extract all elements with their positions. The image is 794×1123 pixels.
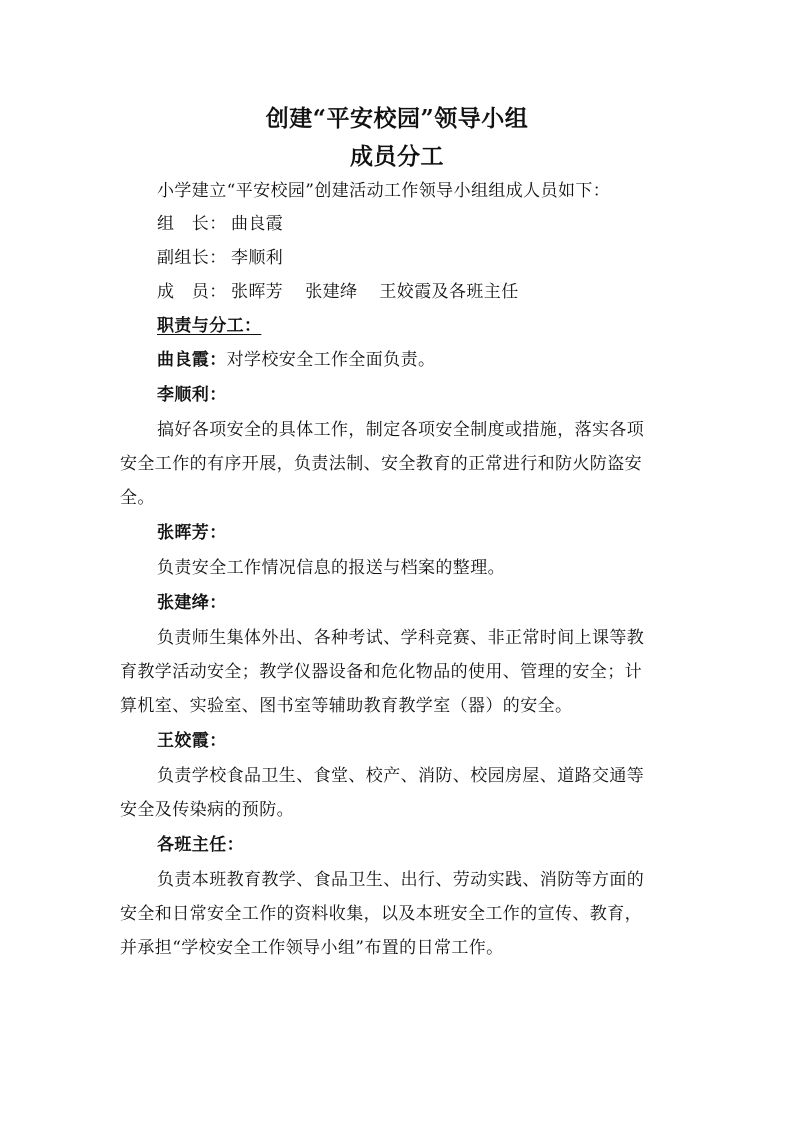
duty-person: 各班主任： [157,835,244,855]
duty-item [157,349,435,371]
intro-text: 小学建立“平安校园”创建活动工作领导小组组成人员如下： [157,181,611,201]
member-name: 王姣霞及各班主任 [379,282,519,302]
duty-person: 王姣霞： [157,731,227,751]
duty-text-line: 搞好各项安全的具体工作，制定各项安全制度或措施，落实各项 [157,420,645,440]
duty-text: 对学校安全工作全面负责。 [226,350,436,370]
duty-text-line: 并承担“学校安全工作领导小组”布置的日常工作。 [120,938,504,958]
document-subtitle: 成员分工 [350,143,444,170]
duty-person: 张晖芳： [157,523,227,543]
duty-text-line: 育教学活动安全；教学仪器设备和危化物品的使用、管理的安全；计 [120,662,642,682]
member-name: 张晖芳 [231,282,284,302]
member-label: 成 员： [157,282,227,302]
duty-text-line: 安全及传染病的预防。 [120,800,294,820]
document-title: 创建“平安校园”领导小组 [265,105,529,132]
member-name: 张建绛 [305,282,358,302]
duties-heading: 职责与分工： [157,316,262,336]
deputy-row [157,247,283,269]
duty-text-line: 算机室、实验室、图书室等辅助教育教学室（器）的安全。 [120,696,573,716]
leader-label: 组 长： [157,214,227,234]
duty-person: 曲良霞： [157,350,227,370]
duty-text-line: 负责安全工作情况信息的报送与档案的整理。 [157,558,505,578]
leader-row [157,213,283,235]
duty-text-line: 负责师生集体外出、各种考试、学科竞赛、非正常时间上课等教 [157,628,645,648]
duty-text-line: 全。 [120,488,155,508]
deputy-name: 李顺利 [231,248,284,268]
members-row [157,281,519,303]
duty-text-line: 安全和日常安全工作的资料收集，以及本班安全工作的宣传、教育， [120,904,642,924]
duty-person: 张建绛： [157,593,227,613]
duty-text-line: 负责本班教育教学、食品卫生、出行、劳动实践、消防等方面的 [157,870,645,890]
duty-text-line: 负责学校食品卫生、食堂、校产、消防、校园房屋、道路交通等 [157,766,645,786]
deputy-label: 副组长： [157,248,227,268]
duty-person: 李顺利： [157,385,227,405]
leader-name: 曲良霞 [231,214,284,234]
duty-text-line: 安全工作的有序开展，负责法制、安全教育的正常进行和防火防盗安 [120,454,642,474]
